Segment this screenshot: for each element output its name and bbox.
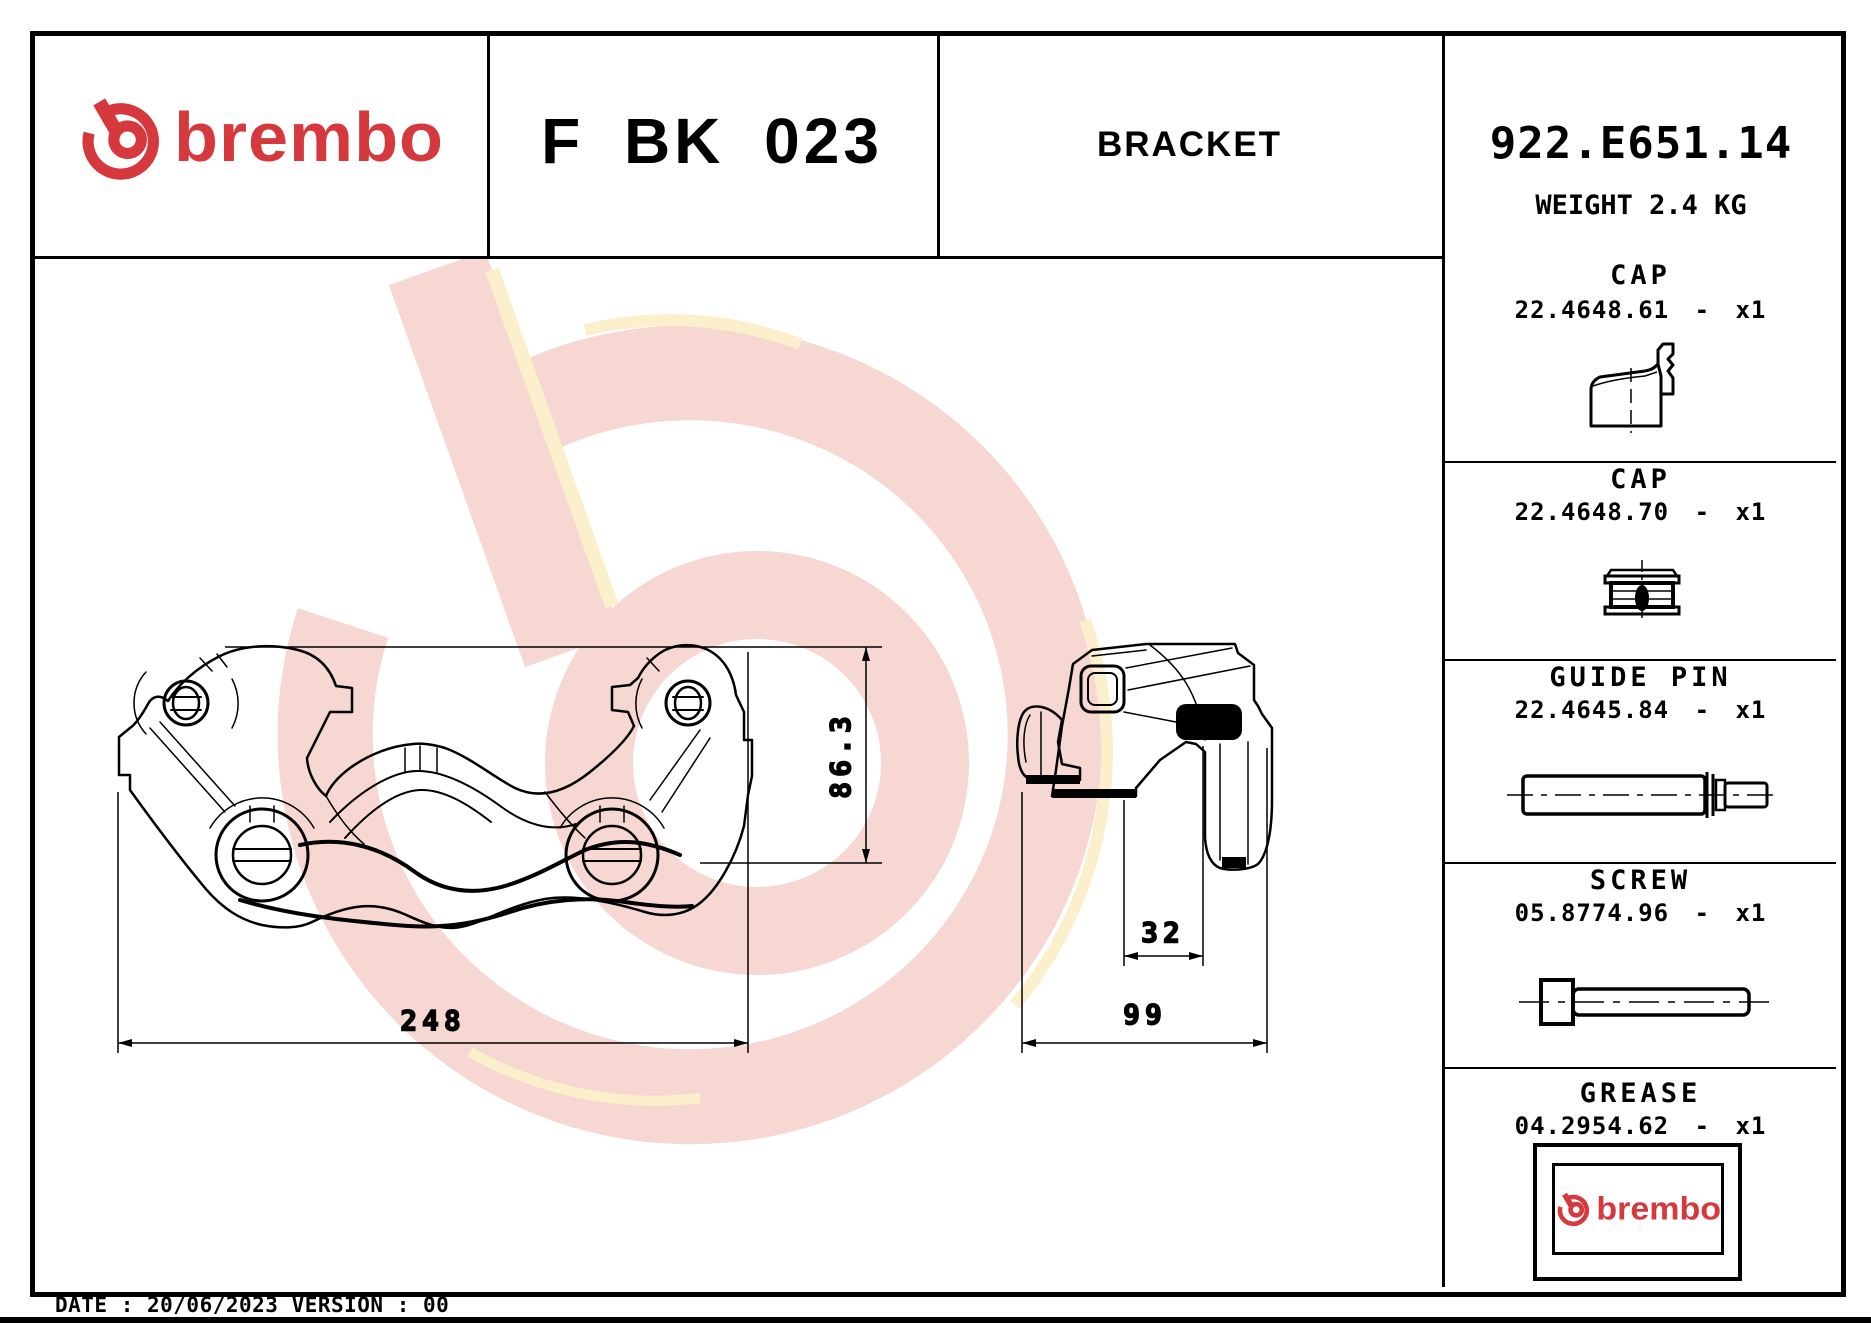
- sidebar-rule-1: [1445, 461, 1836, 463]
- sidebar-rule-2: [1445, 659, 1836, 661]
- brembo-logo-icon: [76, 95, 162, 181]
- cap-plug-icon: [1597, 558, 1687, 620]
- product-name: BRACKET: [1096, 125, 1283, 164]
- guide-pin-icon: [1505, 762, 1780, 828]
- brembo-logo-icon: [1555, 1188, 1590, 1230]
- sidebar-rule-4: [1445, 1067, 1836, 1069]
- kit-item-number: 22.4648.61 - x1: [1514, 296, 1767, 324]
- part-code: F BK 023: [541, 105, 883, 177]
- kit-item-title: CAP: [1610, 260, 1671, 291]
- weight-label: WEIGHT 2.4 KG: [1535, 190, 1747, 221]
- kit-item-title: GUIDE PIN: [1549, 662, 1732, 693]
- kit-item-title: SCREW: [1589, 865, 1692, 896]
- cap-profile-icon: [1583, 338, 1683, 433]
- grease-brand-wordmark: brembo: [1596, 1190, 1721, 1227]
- page-bottom-rule: [0, 1317, 1871, 1323]
- dim-depth-label: 99: [1123, 998, 1167, 1031]
- kit-item-number: 04.2954.62 - x1: [1514, 1112, 1767, 1140]
- dim-offset-label: 32: [1141, 916, 1185, 949]
- part-number: 922.E651.14: [1489, 118, 1793, 169]
- kit-item-number: 22.4648.70 - x1: [1514, 498, 1767, 526]
- kit-item-title: CAP: [1610, 464, 1671, 495]
- dim-width-label: 248: [400, 1004, 466, 1037]
- header-bottom-rule: [35, 256, 1445, 259]
- kit-item-title: GREASE: [1579, 1078, 1702, 1109]
- grease-box-icon: [1533, 1143, 1742, 1281]
- date-version-line: DATE : 20/06/2023 VERSION : 00: [55, 1293, 450, 1317]
- kit-item-number: 22.4645.84 - x1: [1514, 696, 1767, 724]
- screw-icon: [1515, 968, 1775, 1036]
- sidebar-rule-3: [1445, 862, 1836, 864]
- brand-wordmark: brembo: [174, 99, 445, 177]
- brand-logo: [76, 92, 476, 184]
- grease-box-label: [1552, 1163, 1724, 1255]
- dim-height-label: 86.3: [824, 711, 857, 799]
- kit-item-number: 05.8774.96 - x1: [1514, 899, 1767, 927]
